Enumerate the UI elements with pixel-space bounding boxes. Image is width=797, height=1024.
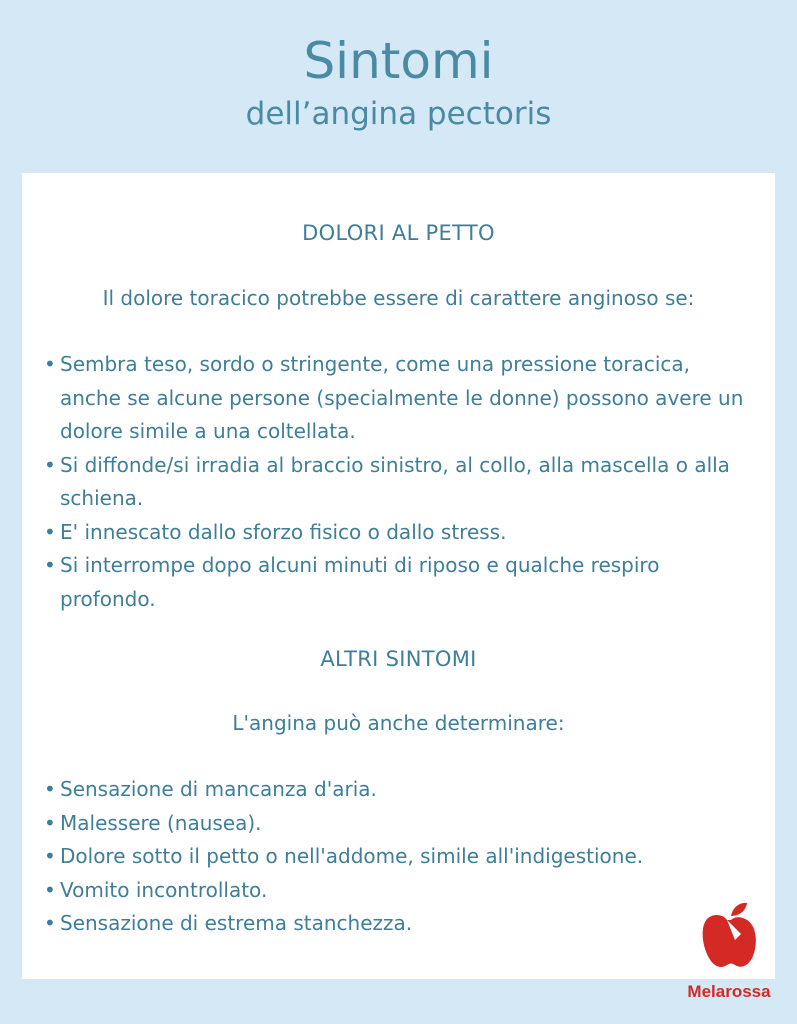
section-intro-dolori: Il dolore toracico potrebbe essere di carattere anginoso se: [102,286,695,310]
header [0,30,797,134]
symptom-list-dolori [44,348,744,616]
list-item: • E' innescato dallo sforzo fisico o dallo stress. [44,516,744,550]
list-item: • Si interrompe dopo alcuni minuti di riposo e qualche respiro profondo. [44,549,744,616]
bullet-icon: • [44,810,56,835]
section-title-altri: ALTRI SINTOMI [320,647,477,671]
apple-icon [701,900,757,972]
bullet-icon: • [44,911,56,935]
section-intro-altri: L'angina può anche determinare: [232,711,565,735]
page-title: Sintomi [303,32,494,90]
symptom-list-altri [44,773,744,941]
bullet-icon: • [44,777,56,801]
list-item: • Dolore sotto il petto o nell'addome, simile all'indigestione. [44,840,744,874]
list-item: • Malessere (nausea). [44,807,744,841]
list-item: • Vomito incontrollato. [44,874,744,908]
bullet-icon: • [44,452,56,477]
list-item: • Sembra teso, sordo o stringente, come una pressione toracica, anche se alcune persone (specialmente le donne) possono avere un dolore simile a una coltellata. [44,348,744,449]
logo-text: Melarossa [687,982,771,1001]
bullet-icon: • [44,553,56,577]
bullet-icon: • [44,352,56,376]
content-card [22,173,775,979]
bullet-icon: • [44,877,56,902]
melarossa-logo [676,900,782,1010]
page-subtitle: dell’angina pectoris [245,96,552,132]
list-item: • Sensazione di mancanza d'aria. [44,773,744,807]
bullet-icon: • [44,519,56,544]
section-title-dolori: DOLORI AL PETTO [302,221,495,245]
bullet-icon: • [44,844,56,868]
list-item: • Si diffonde/si irradia al braccio sinistro, al collo, alla mascella o alla schiena. [44,449,744,516]
list-item: • Sensazione di estrema stanchezza. [44,907,744,941]
